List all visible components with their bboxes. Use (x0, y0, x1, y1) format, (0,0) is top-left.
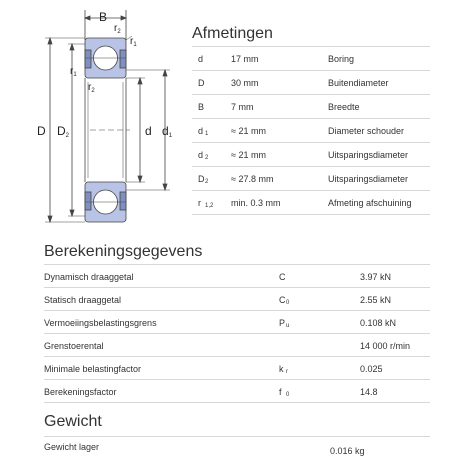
berekening-value: 14.8 (360, 387, 378, 397)
bearing-top-section (85, 38, 126, 78)
afmetingen-value: min. 0.3 mm (231, 198, 281, 208)
berekening-label: Minimale belastingfactor (44, 364, 142, 374)
afmetingen-title: Afmetingen (192, 25, 273, 42)
gewicht-label: Gewicht lager (44, 442, 100, 452)
berekening-symbol-sub: 0 (286, 300, 290, 306)
afmetingen-symbol-sub: 1 (205, 131, 209, 137)
afmetingen-description: Buitendiameter (328, 78, 389, 88)
label-outer-diameter: D (37, 124, 46, 138)
bearing-bottom-section (85, 182, 126, 222)
afmetingen-symbol-sub: 1,2 (205, 203, 214, 209)
label-b: B (99, 10, 108, 24)
berekening-label: Statisch draaggetal (44, 295, 122, 305)
berekening-label: Grenstoerental (44, 341, 104, 351)
berekening-symbol: P (279, 318, 286, 328)
berekening-value: 0.025 (360, 364, 383, 374)
berekening-value: 14 000 r/min (360, 341, 411, 351)
afmetingen-value: 30 mm (231, 78, 259, 88)
afmetingen-symbol: D (198, 174, 205, 184)
berekening-symbol-sub: u (286, 323, 290, 329)
afmetingen-value: 7 mm (231, 102, 254, 112)
berekening-symbol: C (279, 272, 286, 282)
afmetingen-description: Boring (328, 54, 355, 64)
berekening-value: 0.108 kN (360, 318, 397, 328)
afmetingen-value: ≈ 27.8 mm (231, 174, 274, 184)
afmetingen-description: Uitsparingsdiameter (328, 174, 409, 184)
afmetingen-description: Uitsparingsdiameter (328, 150, 409, 160)
label-bore-diameter: d (145, 124, 152, 138)
gewicht-value: 0.016 kg (330, 446, 365, 456)
label-r2-top: $r_2$ (114, 23, 121, 35)
berekening-label: Vermoeiingsbelastingsgrens (44, 318, 157, 328)
afmetingen-symbol: d (198, 150, 204, 160)
label-r1-top: $r_1$ (130, 36, 137, 48)
berekening-value: 3.97 kN (360, 272, 392, 282)
afmetingen-description: Breedte (328, 102, 360, 112)
berekening-label: Dynamisch draaggetal (44, 272, 134, 282)
bearing-cross-section-drawing (0, 0, 190, 232)
berekening-symbol-sub: r (286, 369, 288, 375)
afmetingen-symbol: r (198, 198, 201, 208)
label-d2-diameter: $D_2$ (57, 124, 70, 139)
afmetingen-description: Afmeting afschuining (328, 198, 412, 208)
berekening-symbol: C (279, 295, 286, 305)
afmetingen-description: Diameter schouder (328, 126, 405, 136)
label-d1-diameter: $d_1$ (162, 124, 173, 139)
afmetingen-symbol-sub: 2 (205, 179, 209, 185)
label-r1-left: $r_1$ (70, 66, 77, 78)
berekening-symbol-sub: 0 (286, 392, 290, 398)
berekening-title: Berekeningsgegevens (44, 243, 203, 260)
afmetingen-value: 17 mm (231, 54, 259, 64)
afmetingen-symbol: d (198, 126, 204, 136)
berekening-label: Berekeningsfactor (44, 387, 117, 397)
afmetingen-symbol: d (198, 54, 204, 64)
afmetingen-value: ≈ 21 mm (231, 126, 266, 136)
afmetingen-value: ≈ 21 mm (231, 150, 266, 160)
berekening-value: 2.55 kN (360, 295, 392, 305)
afmetingen-symbol: B (198, 102, 205, 112)
afmetingen-symbol-sub: 2 (205, 155, 209, 161)
label-r2-left: $r_2$ (88, 82, 95, 94)
gewicht-title: Gewicht (44, 413, 102, 430)
berekening-symbol: f (279, 387, 282, 397)
afmetingen-symbol: D (198, 78, 205, 88)
berekening-symbol: k (279, 364, 284, 374)
